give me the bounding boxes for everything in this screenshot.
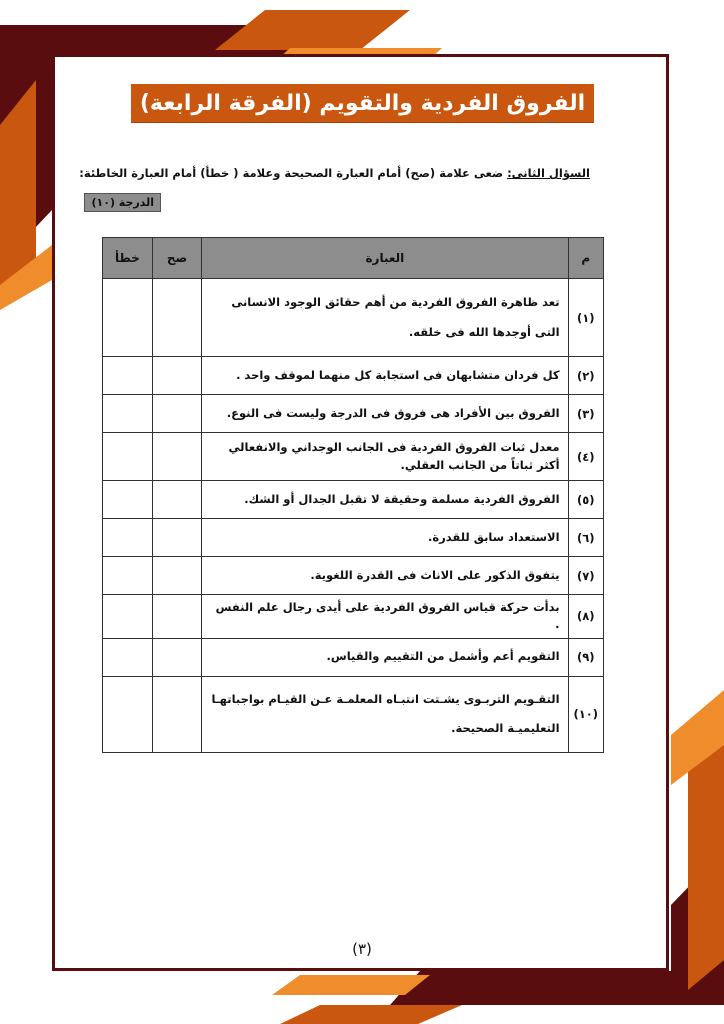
answer-cell-correct[interactable] bbox=[152, 557, 201, 595]
table-header-row bbox=[103, 238, 604, 279]
table-row bbox=[103, 433, 604, 481]
answer-cell-correct[interactable] bbox=[152, 279, 201, 357]
header-wrong: خطأ bbox=[103, 238, 153, 279]
row-statement: معدل ثبات الفروق الفردية فى الجانب الوجداني والانفعالي أكثر ثباتاً من الجانب العقلي. bbox=[202, 433, 568, 481]
answer-cell-wrong[interactable] bbox=[103, 433, 153, 481]
answer-cell-correct[interactable] bbox=[152, 433, 201, 481]
row-number: (١٠) bbox=[568, 676, 603, 752]
table-row bbox=[103, 481, 604, 519]
row-statement: التقويم أعم وأشمل من التقييم والقياس. bbox=[202, 638, 568, 676]
row-number: (٣) bbox=[568, 395, 603, 433]
answer-cell-wrong[interactable] bbox=[103, 595, 153, 639]
table-row bbox=[103, 595, 604, 639]
question-instruction: ضعى علامة (صح) أمام العبارة الصحيحة وعلامة ( خطأ) أمام العبارة الخاطئة: bbox=[79, 166, 508, 180]
answer-cell-wrong[interactable] bbox=[103, 519, 153, 557]
row-statement: الفروق بين الأفراد هى فروق فى الدرجة وليست فى النوع. bbox=[202, 395, 568, 433]
true-false-table bbox=[102, 237, 604, 753]
answer-cell-correct[interactable] bbox=[152, 676, 201, 752]
row-number: (٧) bbox=[568, 557, 603, 595]
table-row bbox=[103, 357, 604, 395]
top-orange-stripe bbox=[215, 10, 410, 50]
bottom-light-orange-stripe bbox=[272, 975, 430, 995]
table-row bbox=[103, 279, 604, 357]
page-title: الفروق الفردية والتقويم (الفرقة الرابعة) bbox=[131, 84, 594, 122]
bottom-orange-stripe bbox=[280, 1005, 462, 1024]
row-statement: الاستعداد سابق للقدرة. bbox=[202, 519, 568, 557]
table-row bbox=[103, 395, 604, 433]
answer-cell-correct[interactable] bbox=[152, 519, 201, 557]
row-statement: تعد ظاهرة الفروق الفردية من أهم حقائق الوجود الانسانى التى أوجدها الله فى خلقه. bbox=[202, 279, 568, 357]
row-number: (٥) bbox=[568, 481, 603, 519]
row-number: (٤) bbox=[568, 433, 603, 481]
row-statement: بدأت حركة قياس الفروق الفردية على أيدى رجال علم النفس . bbox=[202, 595, 568, 639]
row-number: (٦) bbox=[568, 519, 603, 557]
table-row bbox=[103, 676, 604, 752]
table-row bbox=[103, 638, 604, 676]
row-number: (٨) bbox=[568, 595, 603, 639]
question-heading bbox=[79, 166, 590, 180]
answer-cell-correct[interactable] bbox=[152, 595, 201, 639]
row-number: (٢) bbox=[568, 357, 603, 395]
answer-cell-wrong[interactable] bbox=[103, 357, 153, 395]
answer-cell-correct[interactable] bbox=[152, 638, 201, 676]
answer-cell-wrong[interactable] bbox=[103, 481, 153, 519]
header-number: م bbox=[568, 238, 603, 279]
table-row bbox=[103, 557, 604, 595]
question-label: السؤال الثانى: bbox=[507, 166, 590, 180]
answer-cell-wrong[interactable] bbox=[103, 395, 153, 433]
row-statement: كل فردان متشابهان فى استجابة كل منهما لموقف واحد . bbox=[202, 357, 568, 395]
answer-cell-correct[interactable] bbox=[152, 481, 201, 519]
row-statement: يتفوق الذكور على الاناث فى القدرة اللغوية. bbox=[202, 557, 568, 595]
answer-cell-correct[interactable] bbox=[152, 395, 201, 433]
answer-cell-wrong[interactable] bbox=[103, 557, 153, 595]
answer-cell-wrong[interactable] bbox=[103, 676, 153, 752]
row-statement: الفروق الفردية مسلمة وحقيقة لا تقبل الجدال أو الشك. bbox=[202, 481, 568, 519]
row-statement: التقـويم التربـوى يشـتت انتبـاه المعلمـة عـن القيـام بواجباتهـا التعليميـة الصحيحة. bbox=[202, 676, 568, 752]
row-number: (٩) bbox=[568, 638, 603, 676]
header-statement: العبارة bbox=[202, 238, 568, 279]
answer-cell-wrong[interactable] bbox=[103, 279, 153, 357]
row-number: (١) bbox=[568, 279, 603, 357]
answer-cell-wrong[interactable] bbox=[103, 638, 153, 676]
answer-cell-correct[interactable] bbox=[152, 357, 201, 395]
grade-badge: الدرجة (١٠) bbox=[84, 193, 161, 212]
header-correct: صح bbox=[152, 238, 201, 279]
page-number: (٣) bbox=[352, 940, 372, 958]
table-row bbox=[103, 519, 604, 557]
